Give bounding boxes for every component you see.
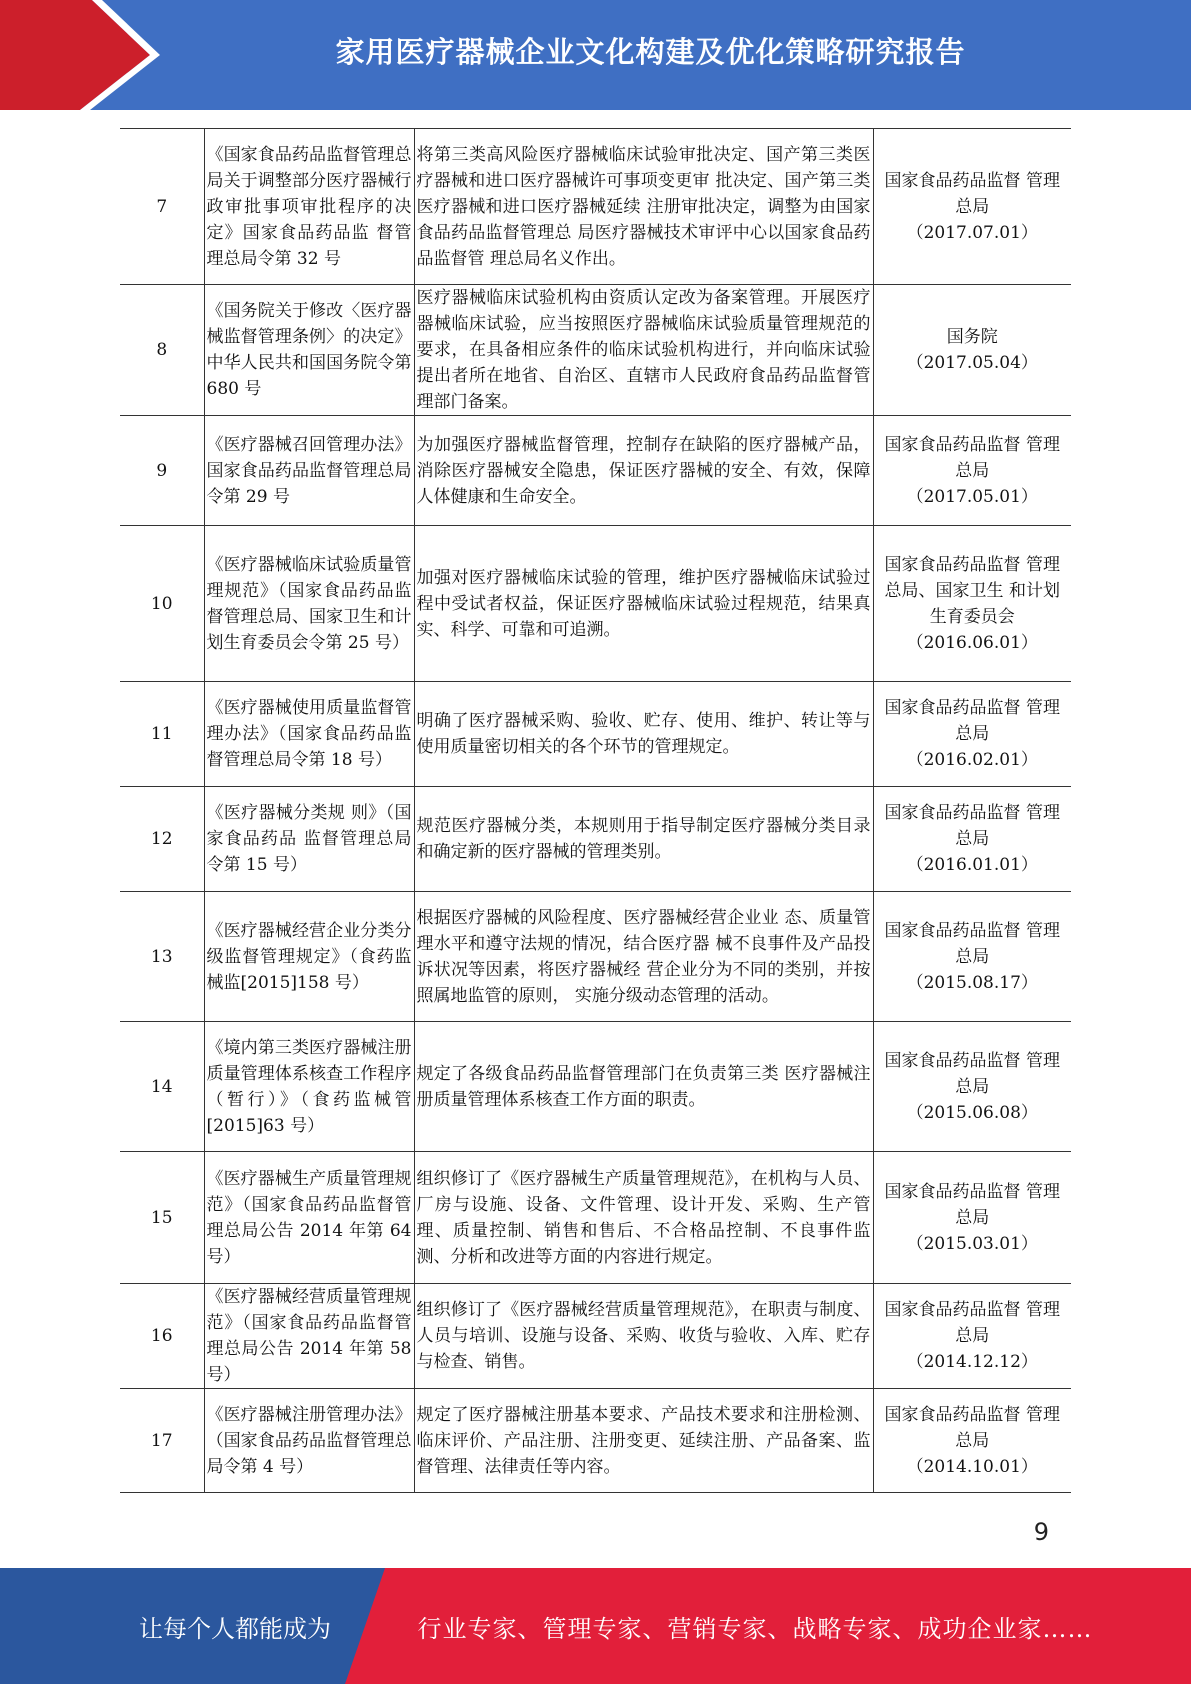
page-footer [0, 1568, 1191, 1684]
row-number: 15 [120, 1152, 204, 1284]
issuing-authority-cell [873, 285, 1071, 416]
issuing-authority: 国家食品药品监督 管理总局 [884, 698, 1060, 744]
regulation-summary: 规定了医疗器械注册基本要求、产品技术要求和注册检测、临床评价、产品注册、注册变更、延续注册、产品备案、监督管理、法律责任等内容。 [414, 1389, 873, 1493]
header-title: 家用医疗器械企业文化构建及优化策略研究报告 [335, 34, 966, 69]
regulation-summary: 组织修订了《医疗器械经营质量管理规范》，在职责与制度、人员与培训、设施与设备、采购、收货与验收、入库、贮存与检查、销售。 [414, 1284, 873, 1389]
effective-date: （2016.06.01） [906, 632, 1038, 653]
row-number: 7 [120, 129, 204, 285]
effective-date: （2017.05.04） [906, 353, 1038, 373]
effective-date: （2015.03.01） [906, 1233, 1038, 1254]
table-row [120, 285, 1071, 416]
regulation-name: 《国务院关于修改〈医疗器械监督管理条例〉的决定》中华人民共和国国务院令第 680 号 [204, 285, 414, 416]
regulation-name: 《医疗器械生产质量管理规范》（国家食品药品监督管理总局公告 2014 年第 64 号） [204, 1152, 414, 1284]
row-number: 12 [120, 787, 204, 892]
table-row [120, 1284, 1071, 1389]
issuing-authority-cell [873, 1284, 1071, 1389]
table-row [120, 416, 1071, 526]
issuing-authority-cell [873, 1152, 1071, 1284]
page-header [0, 0, 1191, 110]
issuing-authority: 国家食品药品监督 管理总局 [884, 1404, 1060, 1451]
regulation-name: 《境内第三类医疗器械注册质量管理体系核查工作程序（暂行）》（食药监械管[2015]63 号） [204, 1022, 414, 1152]
page-number: 9 [1033, 1518, 1049, 1546]
issuing-authority-cell [873, 526, 1071, 682]
regulation-summary: 根据医疗器械的风险程度、医疗器械经营企业业 态、质量管理水平和遵守法规的情况，结合医疗器 械不良事件及产品投诉状况等因素，将医疗器械经 营企业分为不同的类别，并按照属地监管的原则， 实施分级动态管理的活动。 [414, 892, 873, 1022]
row-number: 17 [120, 1389, 204, 1493]
issuing-authority: 国家食品药品监督 管理总局 [884, 170, 1060, 217]
regulation-summary: 将第三类高风险医疗器械临床试验审批决定、国产第三类医疗器械和进口医疗器械许可事项变更审 批决定、国产第三类医疗器械和进口医疗器械延续 注册审批决定，调整为由国家食品药品监督管理总 局医疗器械技术审评中心以国家食品药品监督管 理总局名义作出。 [414, 129, 873, 285]
issuing-authority-cell [873, 129, 1071, 285]
row-number: 14 [120, 1022, 204, 1152]
row-number: 16 [120, 1284, 204, 1389]
regulation-name: 《医疗器械经营质量管理规范》（国家食品药品监督管理总局公告 2014 年第 58 号） [204, 1284, 414, 1389]
regulation-name: 《医疗器械召回管理办法》国家食品药品监督管理总局令第 29 号 [204, 416, 414, 526]
effective-date: （2017.05.01） [906, 486, 1038, 507]
issuing-authority: 国家食品药品监督 管理总局 [884, 1050, 1060, 1097]
regulation-name: 《国家食品药品监督管理总局关于调整部分医疗器械行政审批事项审批程序的决 定》国家食品药品监 督管理总局令第 32 号 [204, 129, 414, 285]
issuing-authority: 国家食品药品监督 管理总局 [884, 803, 1060, 849]
regulation-summary: 明确了医疗器械采购、验收、贮存、使用、维护、转让等与使用质量密切相关的各个环节的管理规定。 [414, 682, 873, 787]
regulation-name: 《医疗器械注册管理办法》（国家食品药品监督管理总局令第 4 号） [204, 1389, 414, 1493]
issuing-authority: 国家食品药品监督 管理总局 [884, 920, 1060, 967]
footer-slogan-right: 行业专家、管理专家、营销专家、战略专家、成功企业家…… [417, 1614, 1093, 1643]
effective-date: （2015.08.17） [906, 972, 1038, 993]
effective-date: （2014.12.12） [906, 1352, 1038, 1372]
issuing-authority: 国家食品药品监督 管理总局 [884, 1300, 1060, 1346]
regulation-name: 《医疗器械经营企业分类分级监督管理规定》（食药监械监[2015]158 号） [204, 892, 414, 1022]
effective-date: （2014.10.01） [906, 1456, 1038, 1477]
table-row [120, 1152, 1071, 1284]
issuing-authority: 国务院 [946, 327, 998, 347]
effective-date: （2016.01.01） [906, 855, 1038, 875]
regulation-summary: 医疗器械临床试验机构由资质认定改为备案管理。开展医疗器械临床试验，应当按照医疗器械临床试验质量管理规范的要求，在具备相应条件的临床试验机构进行，并向临床试验提出者所在地省、自治区、直辖市人民政府食品药品监督管理部门备案。 [414, 285, 873, 416]
effective-date: （2017.07.01） [906, 222, 1038, 243]
table-row [120, 1022, 1071, 1152]
regulation-summary: 加强对医疗器械临床试验的管理，维护医疗器械临床试验过程中受试者权益，保证医疗器械临床试验过程规范，结果真实、科学、可靠和可追溯。 [414, 526, 873, 682]
issuing-authority-cell [873, 1389, 1071, 1493]
regulation-name: 《医疗器械临床试验质量管理规范》（国家食品药品监督管理总局、国家卫生和计划生育委员会令第 25 号） [204, 526, 414, 682]
issuing-authority: 国家食品药品监督 管理总局 [884, 1181, 1060, 1228]
issuing-authority: 国家食品药品监督 管理总局 [884, 434, 1060, 481]
regulation-name: 《医疗器械使用质量监督管理办法》（国家食品药品监督管理总局令第 18 号） [204, 682, 414, 787]
effective-date: （2015.06.08） [906, 1102, 1038, 1123]
table-row [120, 526, 1071, 682]
regulation-name: 《医疗器械分类规 则》（国家食品药品 监督管理总局令第 15 号） [204, 787, 414, 892]
issuing-authority-cell [873, 1022, 1071, 1152]
issuing-authority-cell [873, 682, 1071, 787]
footer-slogan-left: 让每个人都能成为 [139, 1614, 331, 1643]
issuing-authority-cell [873, 892, 1071, 1022]
table-row [120, 1389, 1071, 1493]
table-row [120, 787, 1071, 892]
regulation-summary: 规定了各级食品药品监督管理部门在负责第三类 医疗器械注册质量管理体系核查工作方面的职责。 [414, 1022, 873, 1152]
regulation-summary: 组织修订了《医疗器械生产质量管理规范》，在机构与人员、厂房与设施、设备、文件管理、设计开发、采购、生产管理、质量控制、销售和售后、不合格品控制、不良事件监测、分析和改进等方面的内容进行规定。 [414, 1152, 873, 1284]
issuing-authority: 国家食品药品监督 管理总局、国家卫生 和计划生育委员会 [884, 554, 1060, 627]
regulation-summary: 为加强医疗器械监督管理，控制存在缺陷的医疗器械产品，消除医疗器械安全隐患，保证医疗器械的安全、有效，保障人体健康和生命安全。 [414, 416, 873, 526]
table-row [120, 129, 1071, 285]
table-row [120, 892, 1071, 1022]
table-row [120, 682, 1071, 787]
row-number: 9 [120, 416, 204, 526]
effective-date: （2016.02.01） [906, 750, 1038, 770]
row-number: 11 [120, 682, 204, 787]
row-number: 10 [120, 526, 204, 682]
regulation-summary: 规范医疗器械分类，本规则用于指导制定医疗器械分类目录和确定新的医疗器械的管理类别。 [414, 787, 873, 892]
issuing-authority-cell [873, 416, 1071, 526]
row-number: 8 [120, 285, 204, 416]
regulation-table [120, 128, 1071, 1493]
row-number: 13 [120, 892, 204, 1022]
issuing-authority-cell [873, 787, 1071, 892]
